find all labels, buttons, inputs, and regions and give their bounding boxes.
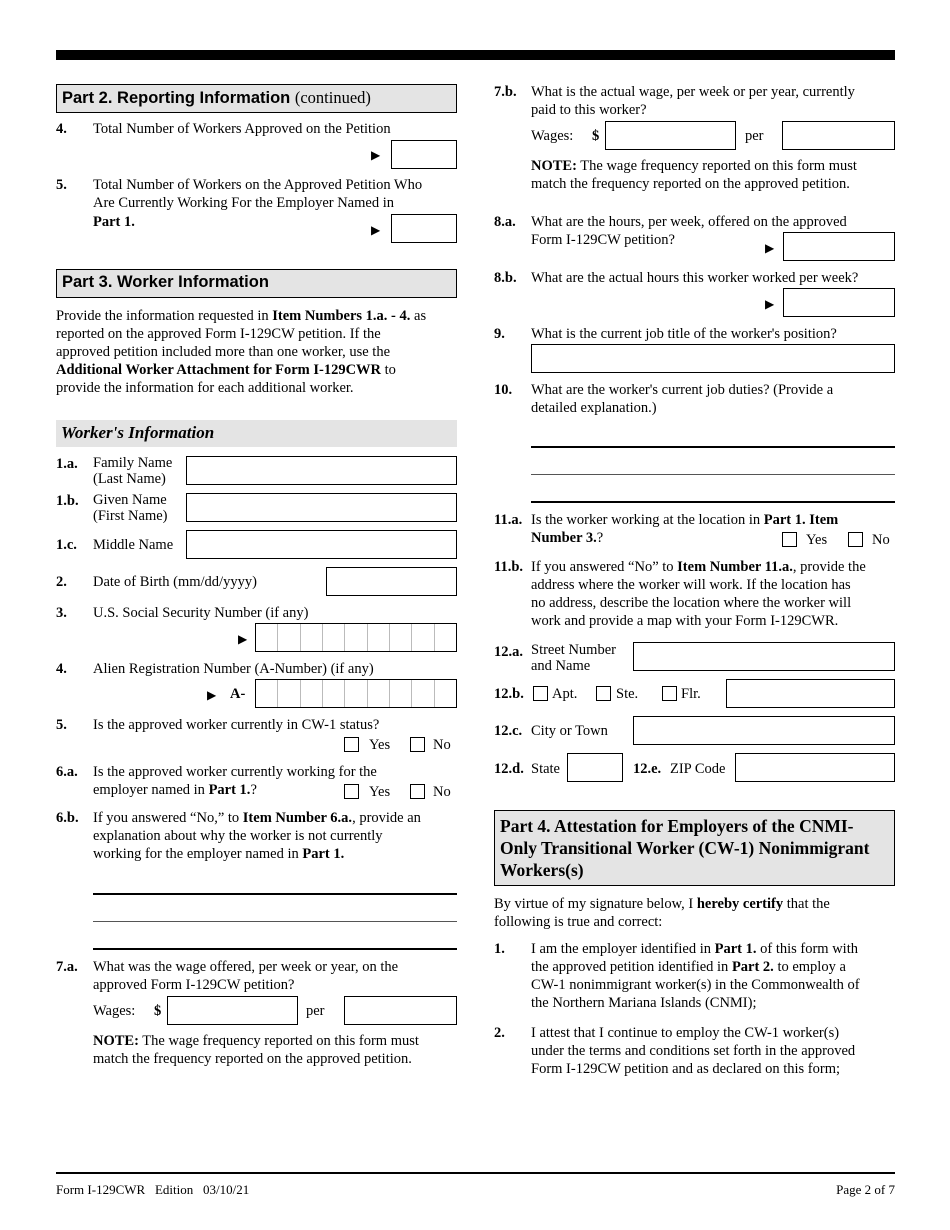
work-location-label: Is the worker working at the location in Part 1. Item Number 3.?	[531, 512, 839, 546]
item-number: 1.	[494, 941, 505, 957]
actual-wage-field[interactable]	[605, 121, 736, 150]
item-number: 5.	[56, 177, 67, 193]
currently-working-yes-checkbox[interactable]	[344, 784, 359, 799]
a-number-label: Alien Registration Number (A-Number) (if any)	[93, 661, 374, 677]
arrow-icon: ▶	[207, 688, 217, 702]
arrow-icon: ▶	[765, 241, 775, 255]
item-number: 12.d.	[494, 761, 524, 777]
checkbox-label: Flr.	[681, 686, 701, 702]
checkbox-label: No	[872, 532, 890, 548]
wage-offered-frequency-field[interactable]	[344, 996, 457, 1025]
apt-checkbox[interactable]	[533, 686, 548, 701]
wages-label: Wages:	[93, 1003, 136, 1019]
work-address-instructions: If you answered “No” to Item Number 11.a., provide the address where the worker will work. If the location has no address, describe the location where the worker will work and provide a map with your Form I-129CWR.	[531, 559, 866, 629]
actual-wage-label: What is the actual wage, per week or per year, currently paid to this worker?	[531, 84, 855, 118]
currently-working-no-checkbox[interactable]	[410, 784, 425, 799]
job-duties-line[interactable]	[531, 501, 895, 503]
explanation-line[interactable]	[93, 948, 457, 950]
per-label: per	[745, 128, 764, 144]
street-label: Street Number and Name	[531, 642, 616, 674]
unit-number-field[interactable]	[726, 679, 895, 708]
item-label: Total Number of Workers on the Approved Petition Who	[93, 177, 423, 193]
actual-wage-frequency-field[interactable]	[782, 121, 895, 150]
checkbox-label: No	[433, 784, 451, 800]
item-number: 2.	[56, 574, 67, 590]
given-name-field[interactable]	[186, 493, 457, 522]
item-number: 11.a.	[494, 512, 523, 528]
item-label: Are Currently Working For the Employer Named in	[93, 195, 394, 211]
ste-checkbox[interactable]	[596, 686, 611, 701]
actual-hours-field[interactable]	[783, 288, 895, 317]
hours-offered-label: What are the hours, per week, offered on the approved Form I-129CW petition?	[531, 214, 847, 248]
a-number-field[interactable]	[255, 679, 457, 708]
a-number-prefix: A-	[230, 686, 246, 702]
checkbox-label: No	[433, 737, 451, 753]
family-name-label: Family Name (Last Name)	[93, 455, 173, 487]
item-number: 3.	[56, 605, 67, 621]
checkbox-label: Apt.	[552, 686, 578, 702]
dollar-sign: $	[154, 1003, 162, 1019]
item-number: 7.a.	[56, 959, 78, 975]
checkbox-label: Ste.	[616, 686, 639, 702]
dollar-sign: $	[592, 128, 600, 144]
item-number: 10.	[494, 382, 513, 398]
job-duties-line[interactable]	[531, 474, 895, 475]
ssn-field[interactable]	[255, 623, 457, 652]
part2-header: Part 2. Reporting Information (continued)	[56, 84, 457, 113]
explanation-label: If you answered “No,” to Item Number 6.a., provide an explanation about why the worker is not currently working for the employer named in Part 1.	[93, 810, 421, 862]
job-title-field[interactable]	[531, 344, 895, 373]
item-number: 12.b.	[494, 686, 524, 702]
item-label: Part 1.	[93, 214, 135, 230]
item-number: 5.	[56, 717, 67, 733]
dob-label: Date of Birth (mm/dd/yyyy)	[93, 574, 257, 590]
item-number: 8.b.	[494, 270, 517, 286]
wage-offered-field[interactable]	[167, 996, 298, 1025]
item-number: 2.	[494, 1025, 505, 1041]
checkbox-label: Yes	[369, 737, 391, 753]
arrow-icon: ▶	[371, 148, 381, 162]
attestation-2: I attest that I continue to employ the CW-1 worker(s) under the terms and conditions set forth in the approved Form I-129CW petition and as declared on this form;	[531, 1025, 856, 1077]
zip-label: ZIP Code	[670, 761, 726, 777]
cw1-status-label: Is the approved worker currently in CW-1 status?	[93, 717, 380, 733]
arrow-icon: ▶	[765, 297, 775, 311]
workers-working-field[interactable]	[391, 214, 457, 243]
item-number: 1.a.	[56, 456, 78, 472]
part4-header: Part 4. Attestation for Employers of the CNMI- Only Transitional Worker (CW-1) Nonimmigrant Workers(s)	[494, 810, 895, 886]
form-edition: Form I-129CWR Edition 03/10/21	[56, 1182, 250, 1197]
wage-offered-label: What was the wage offered, per week or year, on the approved Form I-129CW petition?	[93, 959, 399, 993]
item-number: 1.c.	[56, 537, 77, 553]
middle-name-field[interactable]	[186, 530, 457, 559]
arrow-icon: ▶	[238, 632, 248, 646]
item-number: 9.	[494, 326, 505, 342]
workers-information-subheader: Worker's Information	[56, 420, 457, 447]
item-number: 8.a.	[494, 214, 516, 230]
checkbox-label: Yes	[369, 784, 391, 800]
given-name-label: Given Name (First Name)	[93, 492, 168, 524]
checkbox-label: Yes	[806, 532, 828, 548]
wages-label: Wages:	[531, 128, 574, 144]
item-number: 12.e.	[633, 761, 662, 777]
state-field[interactable]	[567, 753, 623, 782]
page-number: Page 2 of 7	[836, 1182, 895, 1197]
city-label: City or Town	[531, 723, 608, 739]
state-label: State	[531, 761, 560, 777]
arrow-icon: ▶	[371, 223, 381, 237]
bottom-rule	[56, 1172, 895, 1174]
item-number: 11.b.	[494, 559, 524, 575]
work-location-yes-checkbox[interactable]	[782, 532, 797, 547]
job-title-label: What is the current job title of the worker's position?	[531, 326, 837, 342]
attestation-1: I am the employer identified in Part 1. of this form with the approved petition identified in Part 2. to employ a CW-1 nonimmigrant worker(s) in the Commonwealth of the Northern Mariana Islands (CNMI);	[531, 941, 860, 1011]
wage-note: NOTE: The wage frequency reported on this form must match the frequency reported on the approved petition.	[531, 158, 857, 192]
hours-offered-field[interactable]	[783, 232, 895, 261]
part3-intro: Provide the information requested in Item Numbers 1.a. - 4. as reported on the approved Form I-129CW petition. If the approved petition included more than one worker, use the Additional Worker Attachment for Form I-129CWR to provide the information for each additional worker.	[56, 308, 427, 396]
item-number: 6.b.	[56, 810, 79, 826]
ssn-label: U.S. Social Security Number (if any)	[93, 605, 309, 621]
city-field[interactable]	[633, 716, 895, 745]
workers-approved-field[interactable]	[391, 140, 457, 169]
top-rule	[56, 50, 895, 60]
wage-note: NOTE: The wage frequency reported on this form must match the frequency reported on the approved petition.	[93, 1033, 419, 1067]
middle-name-label: Middle Name	[93, 537, 174, 553]
per-label: per	[306, 1003, 325, 1019]
job-duties-line[interactable]	[531, 446, 895, 448]
work-location-no-checkbox[interactable]	[848, 532, 863, 547]
item-number: 12.a.	[494, 644, 523, 660]
item-number: 4.	[56, 661, 67, 677]
item-label: Total Number of Workers Approved on the Petition	[93, 121, 391, 137]
part3-header: Part 3. Worker Information	[56, 269, 457, 298]
actual-hours-label: What are the actual hours this worker worked per week?	[531, 270, 859, 286]
item-number: 6.a.	[56, 764, 78, 780]
explanation-line[interactable]	[93, 921, 457, 922]
part4-intro: By virtue of my signature below, I hereby certify that the following is true and correct:	[494, 896, 830, 930]
item-number: 7.b.	[494, 84, 517, 100]
cw1-status-no-checkbox[interactable]	[410, 737, 425, 752]
family-name-field[interactable]	[186, 456, 457, 485]
currently-working-label: Is the approved worker currently working for the employer named in Part 1.?	[93, 764, 377, 798]
cw1-status-yes-checkbox[interactable]	[344, 737, 359, 752]
flr-checkbox[interactable]	[662, 686, 677, 701]
zip-field[interactable]	[735, 753, 895, 782]
dob-field[interactable]	[326, 567, 457, 596]
item-number: 4.	[56, 121, 67, 137]
item-number: 1.b.	[56, 493, 79, 509]
job-duties-label: What are the worker's current job duties? (Provide a detailed explanation.)	[531, 382, 834, 416]
street-field[interactable]	[633, 642, 895, 671]
explanation-line[interactable]	[93, 893, 457, 895]
item-number: 12.c.	[494, 723, 523, 739]
